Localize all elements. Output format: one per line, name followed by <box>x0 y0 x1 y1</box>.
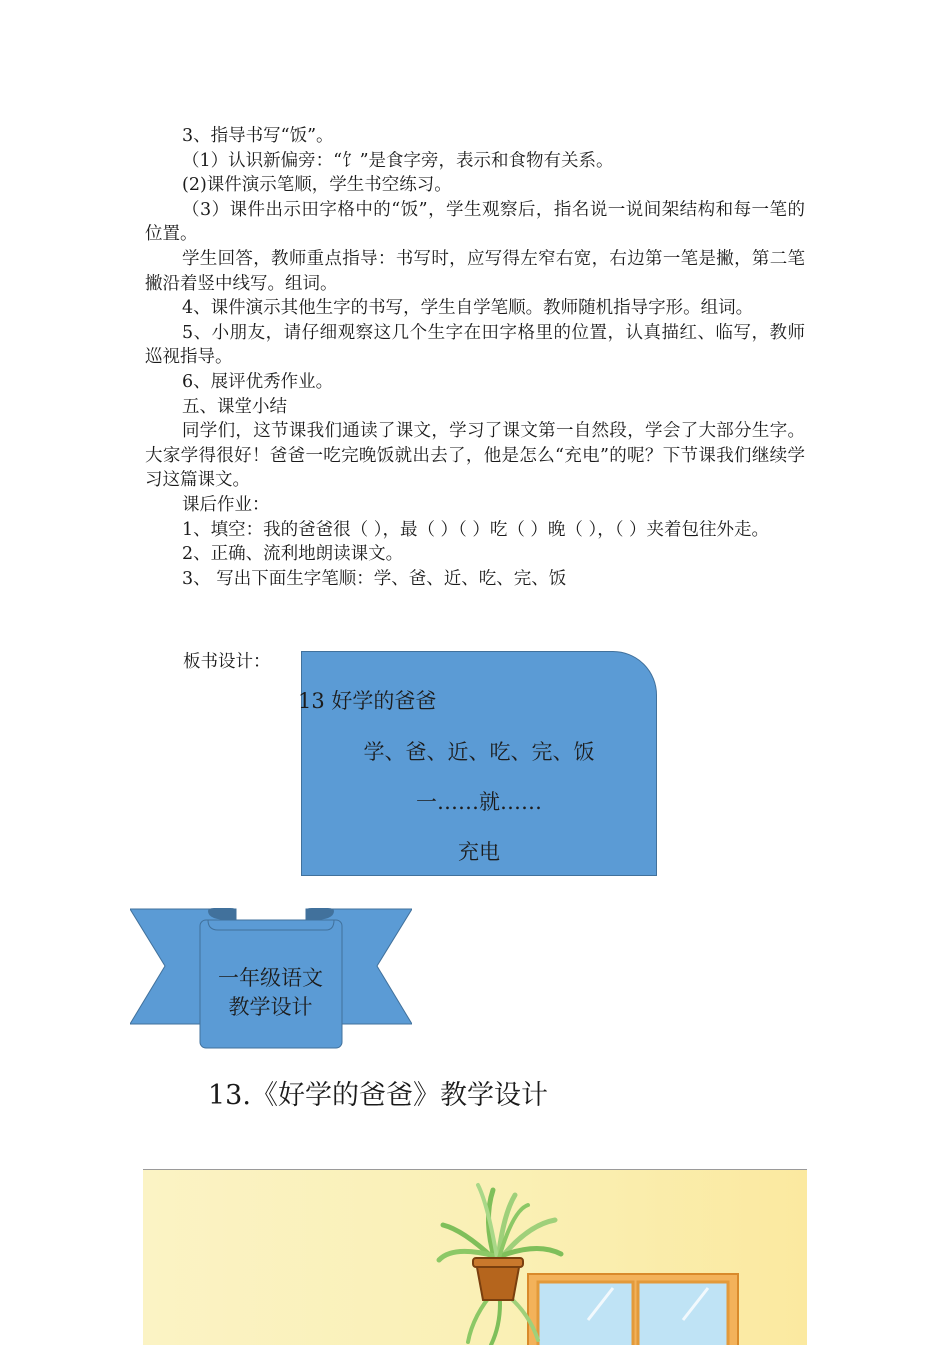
board-keyword: 充电 <box>458 840 500 864</box>
homework-item-1: 1、填空：我的爸爸很（ ），最（ ）（ ）吃（ ）晚（ ），（ ）夹着包往外走。 <box>182 519 770 540</box>
document-title: 13.《好学的爸爸》教学设计 <box>208 1080 548 1111</box>
plant-window-illustration <box>143 1170 807 1345</box>
lesson-plan-body <box>145 124 805 591</box>
step-other-characters: 4、课件演示其他生字的书写，学生自学笔顺。教师随机指导字形。组词。 <box>182 298 754 319</box>
ribbon-label <box>200 964 341 1022</box>
step-writing-fan: 3、指导书写“饭”。 <box>182 126 334 146</box>
window-frame <box>528 1274 738 1345</box>
step-showcase: 6、展评优秀作业。 <box>182 371 334 392</box>
board-pattern: 一……就…… <box>416 790 542 814</box>
teacher-guidance: 学生回答，教师重点指导：书写时，应写得左窄右宽，右边第一笔是撇，第二笔撇沿着竖中线写。组词。 <box>145 248 805 294</box>
ribbon-line-2: 教学设计 <box>228 995 313 1019</box>
section-summary-heading: 五、课堂小结 <box>182 396 287 417</box>
substep-radical: （1）认识新偏旁：“饣”是食字旁，表示和食物有关系。 <box>182 150 614 171</box>
board-characters: 学、爸、近、吃、完、饭 <box>363 740 595 764</box>
substep-stroke-order: (2)课件演示笔顺，学生书空练习。 <box>182 175 452 196</box>
homework-heading: 课后作业： <box>182 494 270 515</box>
ribbon-line-1: 一年级语文 <box>218 966 323 990</box>
step-tracing-practice: 5、小朋友，请仔细观察这几个生字在田字格里的位置，认真描红、临写，教师巡视指导。 <box>145 322 805 368</box>
substep-grid-observation: （3）课件出示田字格中的“饭”，学生观察后，指名说一说间架结构和每一笔的位置。 <box>145 199 805 245</box>
slide-illustration <box>143 1169 807 1345</box>
homework-item-3: 3、 写出下面生字笔顺：学、爸、近、吃、完、饭 <box>182 568 567 589</box>
flower-pot <box>473 1258 523 1300</box>
summary-paragraph: 同学们，这节课我们通读了课文，学习了课文第一自然段，学会了大部分生字。大家学得很好！爸爸一吃完晚饭就出去了，他是怎么“充电”的呢？下节课我们继续学习这篇课文。 <box>145 421 805 491</box>
board-title: 13 好学的爸爸 <box>298 689 437 713</box>
board-design-box <box>298 651 657 876</box>
board-design-label: 板书设计： <box>183 652 271 672</box>
homework-item-2: 2、正确、流利地朗读课文。 <box>182 544 404 565</box>
